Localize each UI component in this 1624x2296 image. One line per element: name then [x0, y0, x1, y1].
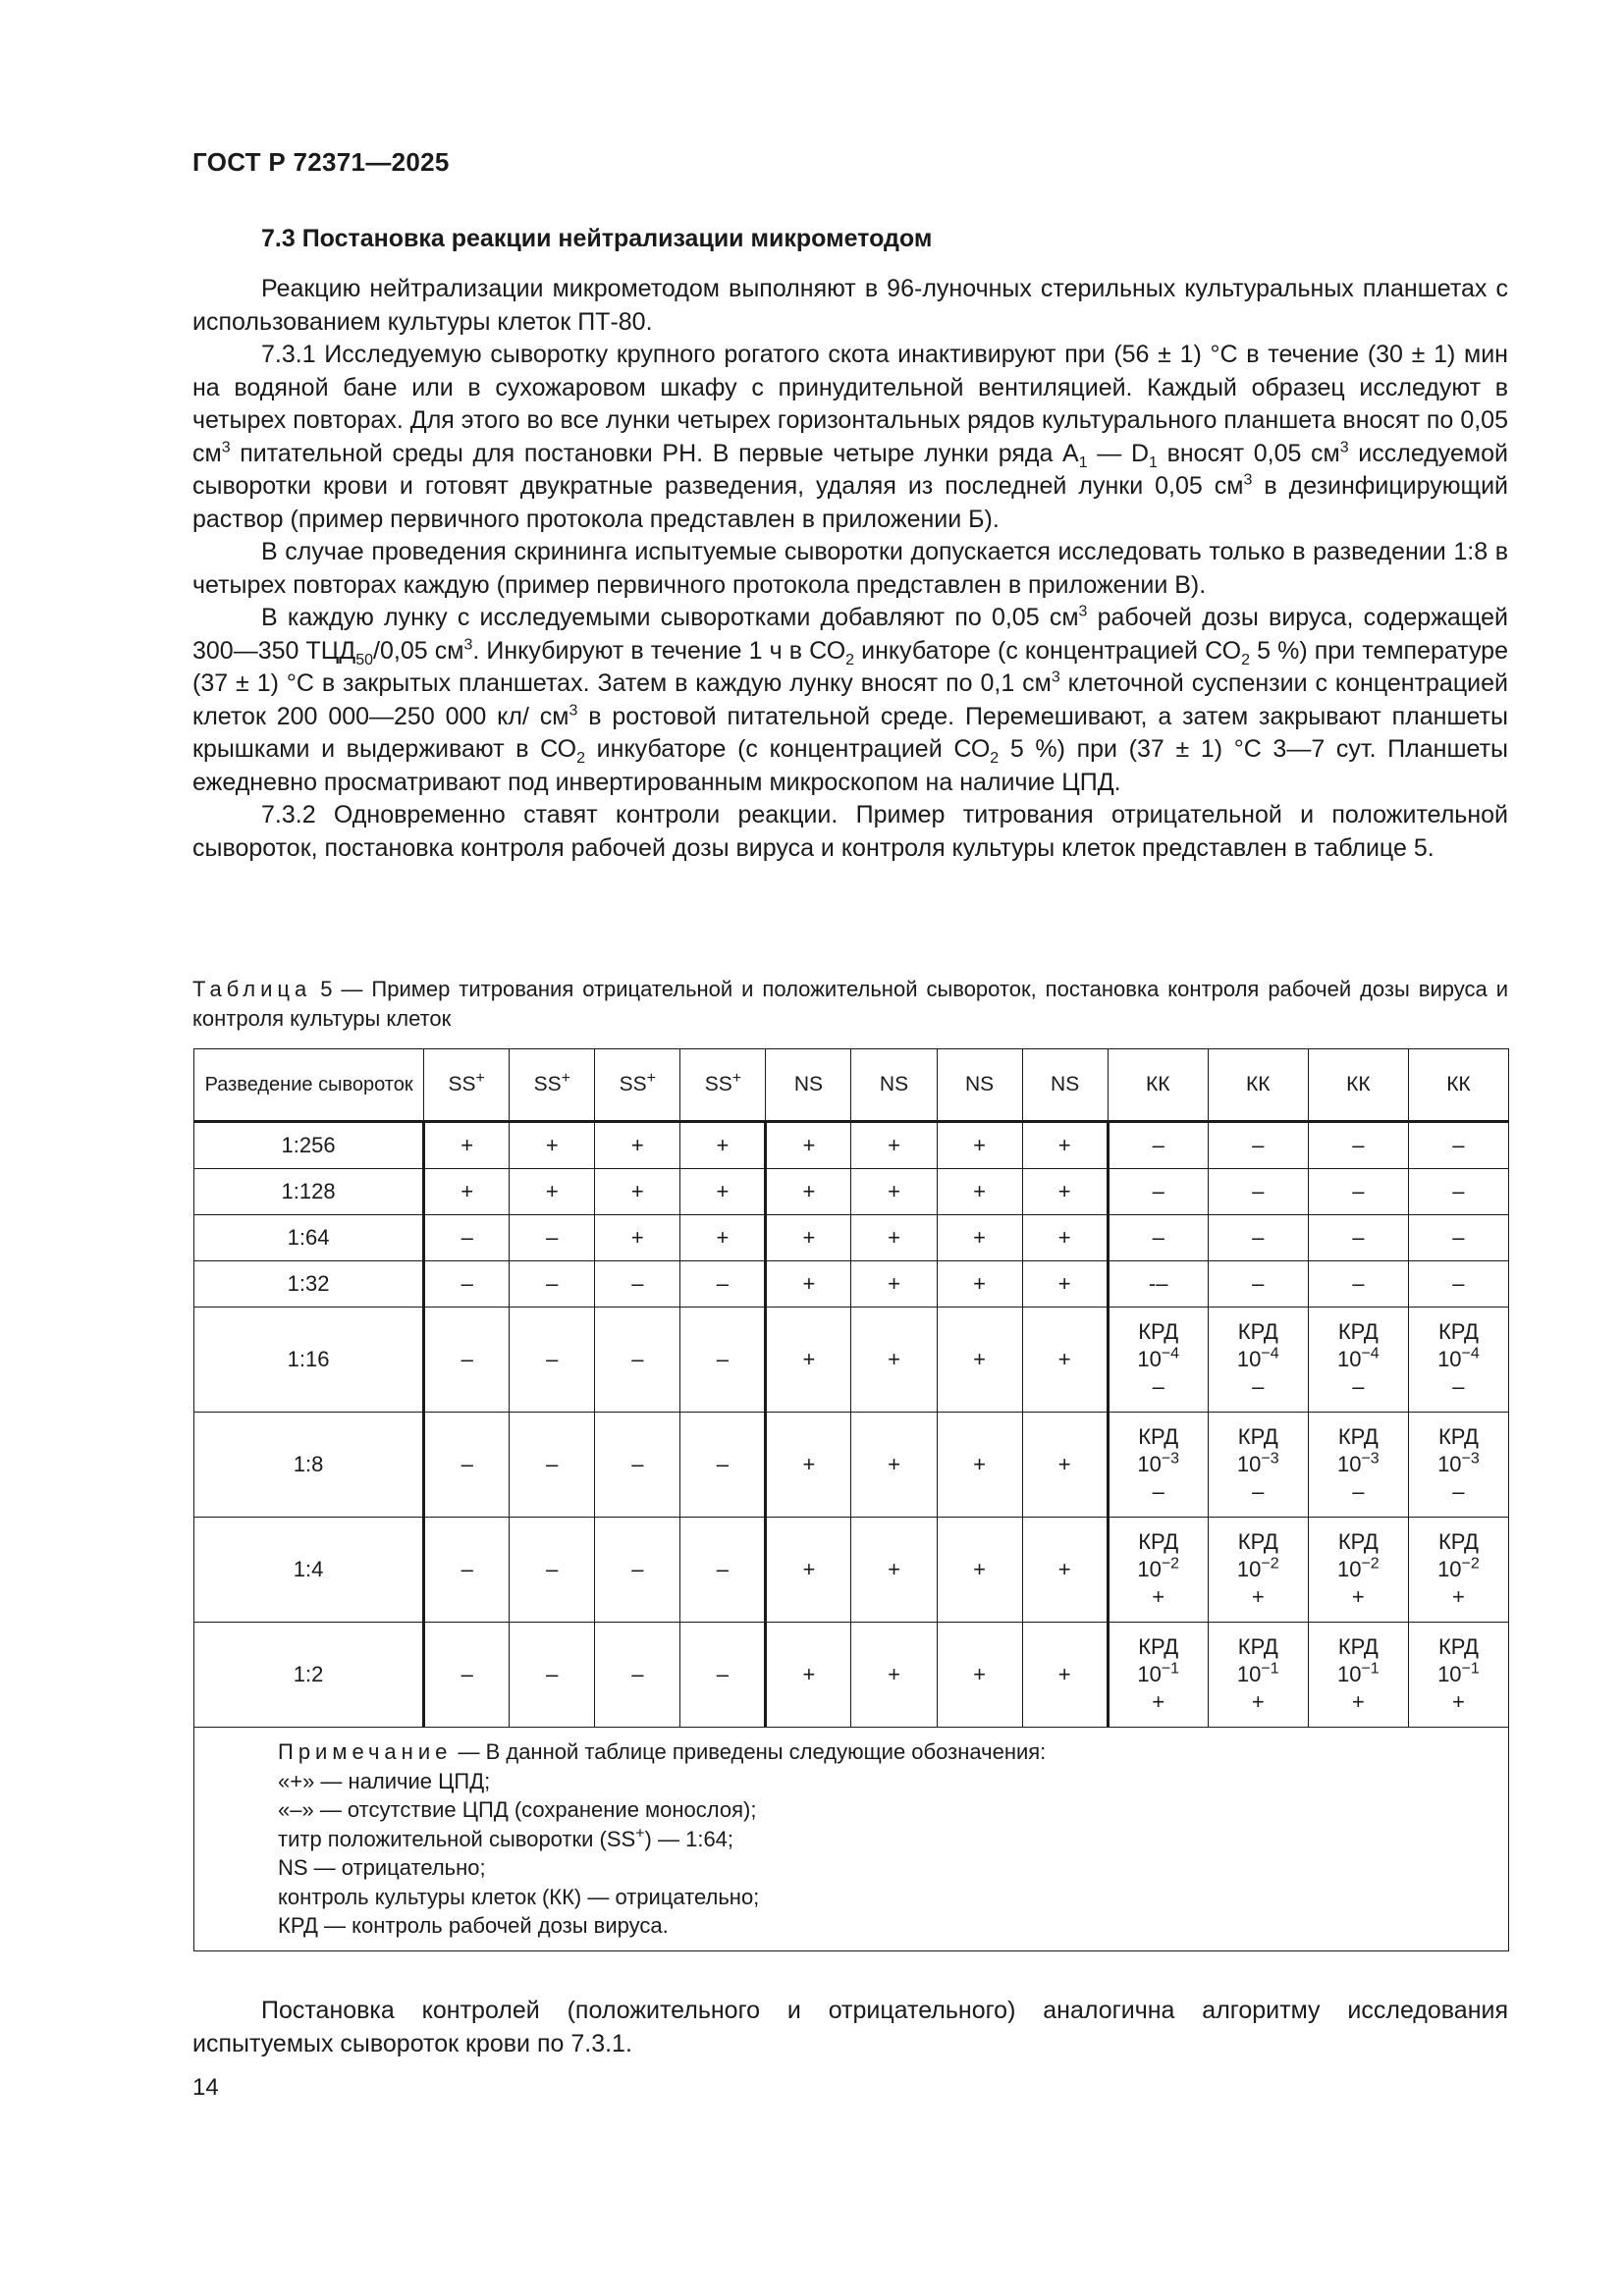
result-cell: + [937, 1308, 1022, 1413]
krd-label: КРД [1138, 1319, 1179, 1344]
krd-cell [1208, 1413, 1308, 1518]
result-cell: + [851, 1215, 937, 1261]
table-row [194, 1169, 1509, 1215]
krd-result: – [1452, 1374, 1465, 1399]
result-cell: + [766, 1261, 851, 1308]
krd-label: КРД [1237, 1424, 1278, 1449]
result-cell: – [680, 1261, 766, 1308]
krd-label: КРД [1237, 1529, 1278, 1554]
result-cell: + [937, 1518, 1022, 1623]
krd-result: – [1252, 1374, 1265, 1399]
result-cell: + [1022, 1122, 1108, 1169]
result-cell: + [1022, 1215, 1108, 1261]
table-row [194, 1122, 1509, 1169]
result-cell: – [510, 1623, 595, 1728]
krd-cell [1408, 1413, 1508, 1518]
result-cell: + [937, 1122, 1022, 1169]
table-note-row [194, 1728, 1509, 1951]
krd-label: КРД [1237, 1319, 1278, 1344]
body-text [192, 273, 1508, 865]
result-cell: – [510, 1261, 595, 1308]
result-cell: + [1022, 1261, 1108, 1308]
krd-dose: $10^{-2}$ [1236, 1555, 1279, 1581]
result-cell: + [851, 1122, 937, 1169]
result-cell: + [851, 1413, 937, 1518]
document-header: ГОСТ Р 72371—2025 [192, 147, 450, 177]
krd-label: КРД [1437, 1529, 1479, 1554]
result-cell: + [766, 1169, 851, 1215]
result-cell: – [1208, 1122, 1308, 1169]
result-cell: + [851, 1169, 937, 1215]
krd-cell [1308, 1518, 1408, 1623]
krd-result: + [1452, 1584, 1465, 1609]
result-cell: – [424, 1623, 510, 1728]
table-row [194, 1308, 1509, 1413]
dilution-cell: 1:64 [194, 1215, 424, 1261]
krd-dose: $10^{-3}$ [1236, 1450, 1279, 1476]
table-header-row [194, 1049, 1509, 1122]
krd-result: – [1352, 1374, 1365, 1399]
result-cell: + [851, 1261, 937, 1308]
result-cell: – [424, 1261, 510, 1308]
result-cell: – [1308, 1122, 1408, 1169]
result-cell: + [766, 1215, 851, 1261]
dilution-cell: 1:128 [194, 1169, 424, 1215]
header-col: КК [1308, 1049, 1408, 1122]
result-cell: – [680, 1308, 766, 1413]
result-cell: + [1022, 1518, 1108, 1623]
header-col: SS+ [510, 1049, 595, 1122]
krd-label: КРД [1337, 1424, 1379, 1449]
krd-dose: $10^{-4}$ [1336, 1345, 1380, 1371]
result-cell: – [424, 1413, 510, 1518]
krd-result: + [1152, 1584, 1165, 1609]
result-cell: – [424, 1308, 510, 1413]
result-cell: + [851, 1518, 937, 1623]
header-col: КК [1108, 1049, 1208, 1122]
dilution-cell: 1:2 [194, 1623, 424, 1728]
result-cell: + [851, 1308, 937, 1413]
krd-result: – [1252, 1479, 1265, 1504]
result-cell: + [937, 1261, 1022, 1308]
result-cell: + [937, 1413, 1022, 1518]
result-cell: – [1208, 1169, 1308, 1215]
note-line: контроль культуры клеток (КК) — отрицательно; [278, 1884, 760, 1909]
krd-result: + [1351, 1584, 1365, 1609]
header-col: NS [766, 1049, 851, 1122]
krd-result: – [1152, 1479, 1164, 1504]
result-cell: – [1308, 1215, 1408, 1261]
krd-label: КРД [1138, 1529, 1179, 1554]
krd-dose: $10^{-2}$ [1137, 1555, 1180, 1581]
dilution-cell: 1:32 [194, 1261, 424, 1308]
paragraph-7-3-1: 7.3.1 Исследуемую сыворотку крупного рогатого скота инактивируют при (56 ± 1) °С в течение (30 ± 1) мин на водяной бане или в сухожаровом шкафу с принудительной вентиляцией. Каждый образец исследуют в четырех повторах. Для этого во все лунки четырех горизонтальных рядов культурального планшета вносят по 0,05 $см^3$ питательной среды для постановки РН. В первые четыре лунки ряда $А_1$ — $D_1$ вносят 0,05 $см^3$ исследуемой сыворотки крови и готовят двукратные разведения, удаляя из последней лунки 0,05 $см^3$ в дезинфицирующий раствор (пример первичного протокола представлен в приложении Б). [192, 341, 1508, 533]
note-line: титр положительной сыворотки (SS+) — 1:64; [278, 1825, 734, 1851]
krd-label: КРД [1437, 1634, 1479, 1659]
result-cell: + [424, 1122, 510, 1169]
titration-table [193, 1048, 1509, 1951]
result-cell: + [937, 1215, 1022, 1261]
result-cell: + [680, 1169, 766, 1215]
result-cell: + [851, 1623, 937, 1728]
krd-result: + [1152, 1689, 1165, 1714]
krd-dose: $10^{-2}$ [1437, 1555, 1480, 1581]
krd-result: + [1251, 1584, 1265, 1609]
result-cell: – [1208, 1215, 1308, 1261]
krd-result: + [1351, 1689, 1365, 1714]
note-line: КРД — контроль рабочей дозы вируса. [278, 1913, 669, 1938]
krd-cell [1108, 1518, 1208, 1623]
result-cell: + [1022, 1413, 1108, 1518]
table-note [194, 1728, 1509, 1951]
result-cell: + [766, 1308, 851, 1413]
krd-dose: $10^{-4}$ [1437, 1345, 1480, 1371]
krd-label: КРД [1138, 1424, 1179, 1449]
result-cell: + [595, 1215, 680, 1261]
result-cell: + [937, 1169, 1022, 1215]
krd-result: – [1452, 1479, 1465, 1504]
note-line: «–» — отсутствие ЦПД (сохранение монослоя); [278, 1797, 757, 1822]
result-cell: – [510, 1215, 595, 1261]
result-cell: – [1408, 1122, 1508, 1169]
krd-dose: $10^{-1}$ [1236, 1660, 1279, 1686]
krd-dose: $10^{-4}$ [1236, 1345, 1279, 1371]
krd-label: КРД [1437, 1424, 1479, 1449]
krd-cell [1208, 1623, 1308, 1728]
result-cell: – [1308, 1261, 1408, 1308]
header-col: КК [1208, 1049, 1308, 1122]
result-cell: + [937, 1623, 1022, 1728]
result-cell: + [510, 1169, 595, 1215]
result-cell: – [1408, 1261, 1508, 1308]
header-col: NS [851, 1049, 937, 1122]
krd-dose: $10^{-1}$ [1437, 1660, 1480, 1686]
dilution-cell: 1:8 [194, 1413, 424, 1518]
note-line: NS — отрицательно; [278, 1855, 486, 1880]
result-cell: – [424, 1215, 510, 1261]
krd-cell [1108, 1623, 1208, 1728]
dilution-cell: 1:16 [194, 1308, 424, 1413]
result-cell: – [680, 1413, 766, 1518]
table-row [194, 1215, 1509, 1261]
krd-dose: $10^{-1}$ [1137, 1660, 1180, 1686]
result-cell: -– [1108, 1261, 1208, 1308]
result-cell: + [680, 1122, 766, 1169]
table-row [194, 1623, 1509, 1728]
result-cell: – [1408, 1215, 1508, 1261]
result-cell: – [1308, 1169, 1408, 1215]
page-number: 14 [192, 2074, 219, 2101]
krd-dose: $10^{-3}$ [1137, 1450, 1180, 1476]
result-cell: – [510, 1308, 595, 1413]
note-line: «+» — наличие ЦПД; [278, 1768, 491, 1793]
dilution-cell: 1:4 [194, 1518, 424, 1623]
krd-cell [1308, 1308, 1408, 1413]
krd-cell [1408, 1623, 1508, 1728]
krd-label: КРД [1337, 1634, 1379, 1659]
krd-cell [1408, 1518, 1508, 1623]
result-cell: – [424, 1518, 510, 1623]
result-cell: + [680, 1215, 766, 1261]
krd-label: КРД [1337, 1529, 1379, 1554]
krd-result: – [1152, 1374, 1164, 1399]
krd-cell [1308, 1623, 1408, 1728]
note-intro: Примечание — В данной таблице приведены следующие обозначения: [278, 1739, 1047, 1764]
paragraph-7-3-2: 7.3.2 Одновременно ставят контроли реакции. Пример титрования отрицательной и положительной сывороток, постановка контроля рабочей дозы вируса и контроля культуры клеток представлен в таблице 5. [192, 801, 1508, 862]
header-col: SS+ [680, 1049, 766, 1122]
result-cell: – [1108, 1215, 1208, 1261]
krd-dose: $10^{-3}$ [1336, 1450, 1380, 1476]
result-cell: – [1208, 1261, 1308, 1308]
krd-dose: $10^{-2}$ [1336, 1555, 1380, 1581]
result-cell: – [595, 1623, 680, 1728]
header-col: SS+ [424, 1049, 510, 1122]
header-col: NS [1022, 1049, 1108, 1122]
result-cell: + [766, 1413, 851, 1518]
result-cell: + [766, 1623, 851, 1728]
result-cell: – [1408, 1169, 1508, 1215]
result-cell: + [766, 1518, 851, 1623]
result-cell: + [766, 1122, 851, 1169]
table-row [194, 1413, 1509, 1518]
result-cell: + [1022, 1623, 1108, 1728]
paragraph-virus-dose: В каждую лунку с исследуемыми сыворотками добавляют по 0,05 $см^3$ рабочей дозы вируса, содержащей 300—350 $ТЦД_{50}/0,05$ $см^3$. Инкубируют в течение 1 ч в $СО_2$ инкубаторе (с концентрацией $СО_2$ 5 %) при температуре (37 ± 1) °С в закрытых планшетах. Затем в каждую лунку вносят по 0,1 $см^3$ клеточной суспензии с концентрацией клеток 200 000—250 000 кл/ $см^3$ в ростовой питательной среде. Перемешивают, а затем закрывают планшеты крышками и выдерживают в $СО_2$ инкубаторе (с концентрацией $СО_2$ 5 %) при (37 ± 1) °С 3—7 сут. Планшеты ежедневно просматривают под инвертированным микроскопом на наличие ЦПД. [192, 603, 1508, 796]
result-cell: + [595, 1122, 680, 1169]
table-row [194, 1518, 1509, 1623]
result-cell: – [595, 1413, 680, 1518]
result-cell: – [510, 1413, 595, 1518]
result-cell: – [595, 1518, 680, 1623]
header-col: КК [1408, 1049, 1508, 1122]
krd-cell [1408, 1308, 1508, 1413]
krd-dose: $10^{-1}$ [1336, 1660, 1380, 1686]
krd-label: КРД [1138, 1634, 1179, 1659]
krd-label: КРД [1337, 1319, 1379, 1344]
krd-label: КРД [1237, 1634, 1278, 1659]
krd-result: – [1352, 1479, 1365, 1504]
header-dilution: Разведение сывороток [194, 1049, 424, 1122]
result-cell: + [1022, 1169, 1108, 1215]
krd-cell [1308, 1413, 1408, 1518]
closing-paragraph: Постановка контролей (положительного и отрицательного) аналогична алгоритму исследования испытуемых сывороток крови по 7.3.1. [192, 1997, 1508, 2057]
result-cell: – [680, 1518, 766, 1623]
paragraph-screening: В случае проведения скрининга испытуемые сыворотки допускается исследовать только в разведении 1:8 в четырех повторах каждую (пример первичного протокола представлен в приложении В). [192, 538, 1508, 599]
result-cell: + [510, 1122, 595, 1169]
result-cell: + [424, 1169, 510, 1215]
krd-label: КРД [1437, 1319, 1479, 1344]
result-cell: + [1022, 1308, 1108, 1413]
header-col: SS+ [595, 1049, 680, 1122]
dilution-cell: 1:256 [194, 1122, 424, 1169]
result-cell: – [680, 1623, 766, 1728]
paragraph-1: Реакцию нейтрализации микрометодом выполняют в 96-луночных стерильных культуральных планшетах с использованием культуры клеток ПТ-80. [192, 275, 1508, 336]
krd-cell [1108, 1308, 1208, 1413]
krd-dose: $10^{-4}$ [1137, 1345, 1180, 1371]
result-cell: – [1108, 1122, 1208, 1169]
header-col: NS [937, 1049, 1022, 1122]
table-caption: Таблица 5 — Пример титрования отрицательной и положительной сывороток, постановка контроля рабочей дозы вируса и контроля культуры клеток [192, 977, 1508, 1031]
section-heading: 7.3 Постановка реакции нейтрализации микрометодом [261, 225, 933, 252]
krd-cell [1208, 1308, 1308, 1413]
result-cell: – [1108, 1169, 1208, 1215]
result-cell: – [595, 1308, 680, 1413]
krd-result: + [1452, 1689, 1465, 1714]
krd-dose: $10^{-3}$ [1437, 1450, 1480, 1476]
krd-result: + [1251, 1689, 1265, 1714]
result-cell: – [510, 1518, 595, 1623]
result-cell: – [595, 1261, 680, 1308]
result-cell: + [595, 1169, 680, 1215]
krd-cell [1108, 1413, 1208, 1518]
krd-cell [1208, 1518, 1308, 1623]
table-row [194, 1261, 1509, 1308]
